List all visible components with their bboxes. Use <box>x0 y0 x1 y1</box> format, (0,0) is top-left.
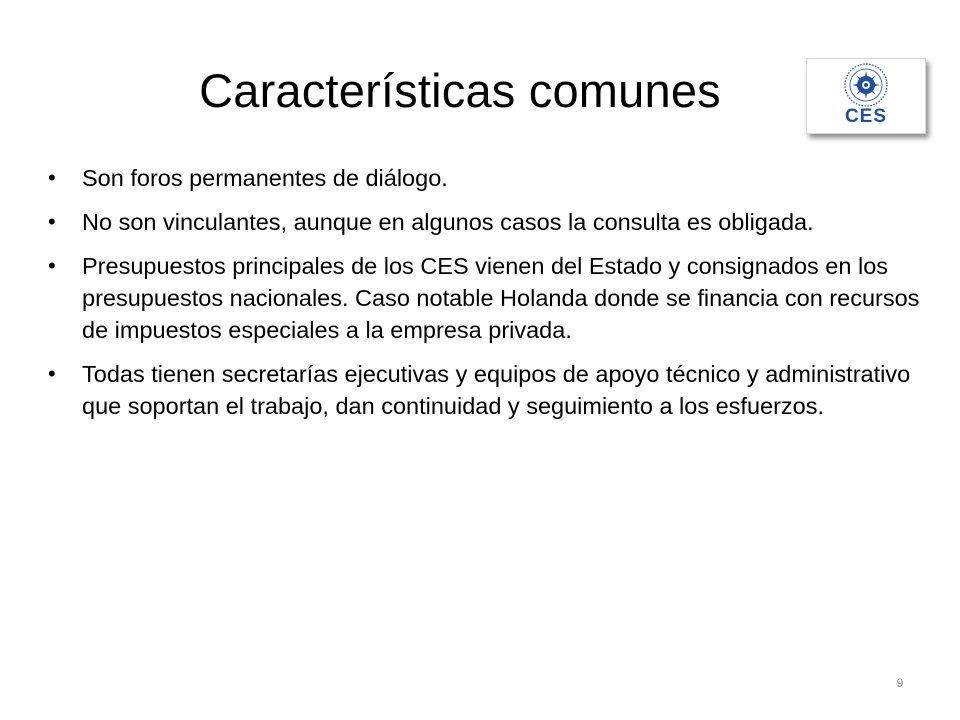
slide-title: Características comunes <box>199 64 721 117</box>
bullet-text: Son foros permanentes de diálogo. <box>82 165 448 191</box>
bullet-text: No son vinculantes, aunque en algunos casos la consulta es obligada. <box>82 209 814 235</box>
bullet-item <box>48 162 928 194</box>
bullet-icon: • <box>48 165 56 190</box>
bullet-icon: • <box>48 361 56 386</box>
bullet-text: Todas tienen secretarías ejecutivas y equipos de apoyo técnico y administrativo que soportan el trabajo, dan continuidad y seguimiento a los esfuerzos. <box>82 361 911 419</box>
ces-logo <box>806 58 926 134</box>
bullet-list <box>48 162 928 434</box>
bullet-item <box>48 250 928 346</box>
logo-text: CES <box>844 106 888 127</box>
bullet-icon: • <box>48 209 56 234</box>
bullet-text: Presupuestos principales de los CES vienen del Estado y consignados en los presupuestos nacionales. Caso notable Holanda donde se financia con recursos de impuestos especiales a la empresa privada. <box>82 253 920 343</box>
bullet-icon: • <box>48 253 56 278</box>
bullet-item <box>48 358 928 422</box>
page-number: 9 <box>896 676 904 690</box>
bullet-item <box>48 206 928 238</box>
